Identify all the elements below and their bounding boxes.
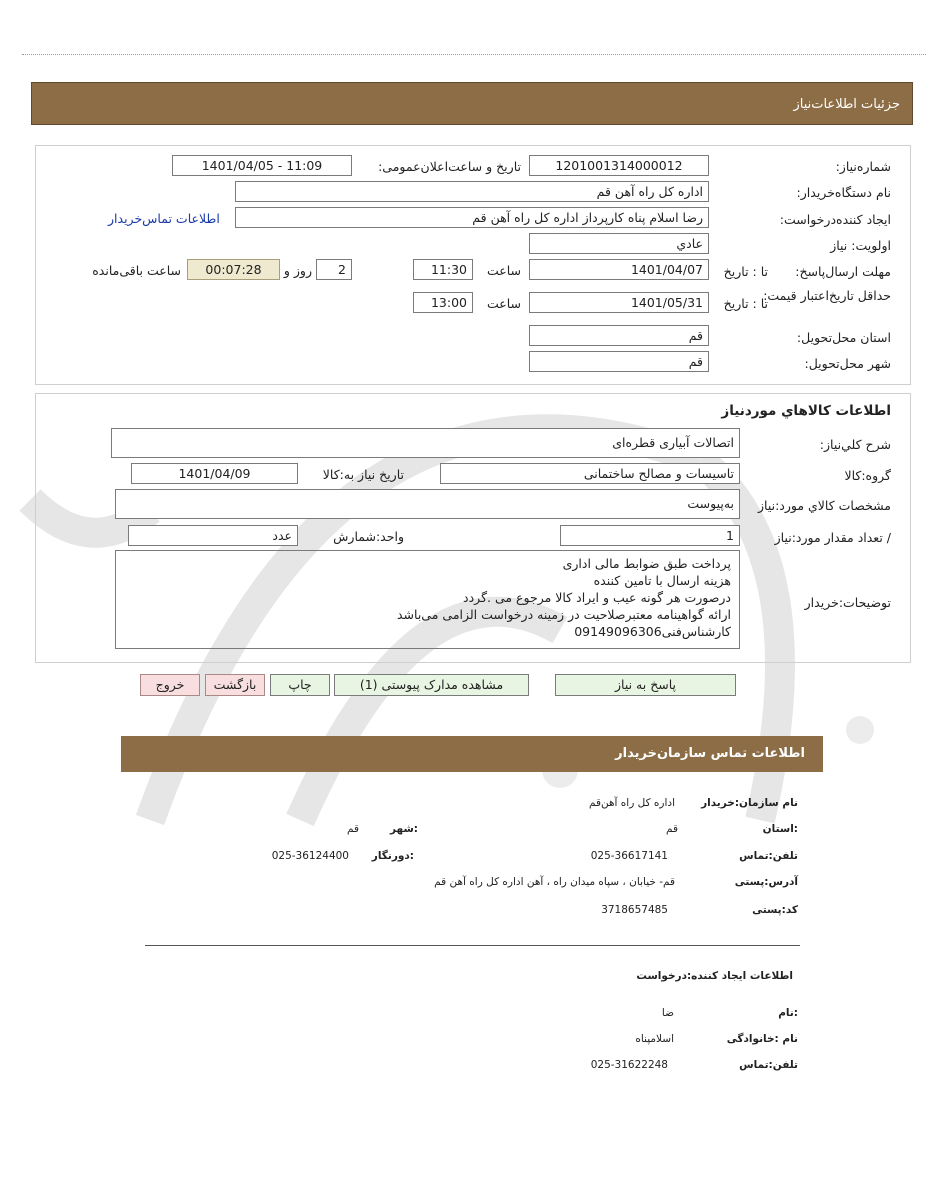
validity-label: حداقل تاریخ‌اعتبار قیمت: bbox=[763, 288, 891, 303]
buyer-notes-line: درصورت هر گونه عیب و ایراد کالا مرجوع می .گردد bbox=[463, 590, 731, 605]
province-label: استان محل‌تحویل: bbox=[796, 330, 891, 345]
city-label: شهر محل‌تحویل: bbox=[804, 356, 891, 371]
goods-spec-label: مشخصات کالاي مورد:نیاز bbox=[757, 498, 891, 513]
deadline-to-date-label: تا : تاریخ bbox=[723, 264, 768, 279]
buyer-contact-title: اطلاعات تماس سازمان‌خریدار bbox=[615, 746, 805, 761]
city-field: قم bbox=[529, 351, 709, 372]
creator-section-title: اطلاعات ایجاد کننده:درخواست bbox=[636, 970, 793, 982]
contact-postal-value: 3718657485 bbox=[601, 904, 668, 916]
goods-spec-field: به‌پیوست bbox=[115, 489, 740, 519]
contact-phone-value: 025-36617141 bbox=[590, 850, 668, 862]
contact-city-label: :شهر bbox=[390, 823, 418, 835]
deadline-time-field: 11:30 bbox=[413, 259, 473, 280]
validity-date-field: 1401/05/31 bbox=[529, 292, 709, 313]
need-date-field: 1401/04/09 bbox=[131, 463, 298, 484]
goods-group-field: تاسیسات و مصالح ساختمانی bbox=[440, 463, 740, 484]
validity-to-date-label: تا : تاریخ bbox=[723, 296, 768, 311]
creator-family-label: نام :خانوادگی bbox=[726, 1033, 798, 1045]
creator-family-value: اسلامپناه bbox=[635, 1033, 674, 1045]
exit-button[interactable]: خروج bbox=[140, 674, 200, 696]
need-description-field: اتصالات آبیاری قطره‌ای bbox=[111, 428, 740, 458]
view-attachments-button[interactable]: مشاهده مدارک پیوستی (1) bbox=[334, 674, 529, 696]
section-divider bbox=[145, 945, 800, 946]
need-date-label: تاریخ نیاز به:کالا bbox=[322, 467, 404, 482]
buyer-contact-header bbox=[121, 736, 823, 772]
buyer-org-label: نام دستگاه‌خریدار: bbox=[796, 185, 891, 200]
goods-section-title: اطلاعات كالاهاي موردنياز bbox=[721, 403, 891, 419]
quantity-field: 1 bbox=[560, 525, 740, 546]
announce-date-label: تاریخ و ساعت‌اعلان‌عمومی: bbox=[378, 159, 521, 174]
deadline-time-label: ساعت bbox=[486, 263, 521, 278]
details-header bbox=[31, 82, 913, 125]
validity-time-label: ساعت bbox=[486, 296, 521, 311]
buyer-notes-line: پرداخت طبق ضوابط مالی اداری bbox=[562, 556, 731, 571]
priority-label: اولویت: نیاز bbox=[830, 238, 891, 253]
contact-phone-label: تلفن:تماس bbox=[739, 850, 798, 862]
contact-city-value: قم bbox=[346, 823, 359, 835]
unit-field: عدد bbox=[128, 525, 298, 546]
org-name-value: اداره کل راه آهن‌قم bbox=[589, 797, 675, 809]
days-label: روز و bbox=[283, 263, 312, 278]
remaining-time-field: 00:07:28 bbox=[187, 259, 280, 280]
creator-name-label: :نام bbox=[778, 1007, 798, 1019]
announce-date-field: 1401/04/05 - 11:09 bbox=[172, 155, 352, 176]
quantity-label: / تعداد مقدار مورد:نیاز bbox=[774, 530, 891, 545]
buyer-notes-line: هزینه ارسال با تامین کننده bbox=[593, 573, 731, 588]
contact-fax-value: 025-36124400 bbox=[271, 850, 349, 862]
goods-group-label: گروه:کالا bbox=[844, 468, 891, 483]
validity-time-field: 13:00 bbox=[413, 292, 473, 313]
contact-address-value: قم- خیابان ، سپاه میدان راه ، آهن اداره کل راه آهن قم bbox=[434, 876, 675, 888]
buyer-notes-line: کارشناس‌فنی09149096306 bbox=[574, 624, 731, 639]
header-title: جزئیات اطلاعات‌نیاز bbox=[793, 97, 900, 112]
contact-province-value: قم bbox=[665, 823, 678, 835]
back-button[interactable]: بازگشت bbox=[205, 674, 265, 696]
top-dotted-divider bbox=[22, 54, 926, 55]
unit-label: واحد:شمارش bbox=[333, 529, 404, 544]
contact-address-label: آدرس:پستی bbox=[734, 876, 798, 888]
buyer-notes-line: ارائه گواهینامه معتبرصلاحیت در زمینه درخواست الزامی می‌باشد bbox=[396, 607, 731, 622]
creator-field: رضا اسلام پناه کارپرداز اداره کل راه آهن قم bbox=[235, 207, 709, 228]
creator-label: ایجاد کننده‌درخواست: bbox=[779, 212, 891, 227]
creator-phone-value: 025-31622248 bbox=[590, 1059, 668, 1071]
reply-to-need-button[interactable]: پاسخ به نیاز bbox=[555, 674, 736, 696]
need-description-label: شرح کلي‌نیاز: bbox=[819, 437, 891, 452]
province-field: قم bbox=[529, 325, 709, 346]
print-button[interactable]: چاپ bbox=[270, 674, 330, 696]
creator-phone-label: تلفن:تماس bbox=[739, 1059, 798, 1071]
org-name-label: نام سازمان:خریدار bbox=[701, 797, 798, 809]
buyer-notes-label: توضیحات:خریدار bbox=[804, 595, 891, 610]
contact-postal-label: کد:پستی bbox=[752, 904, 798, 916]
creator-name-value: ضا bbox=[661, 1007, 674, 1019]
contact-fax-label: :دورنگار bbox=[371, 850, 414, 862]
need-number-label: شماره‌نیاز: bbox=[835, 159, 891, 174]
need-number-field: 1201001314000012 bbox=[529, 155, 709, 176]
contact-province-label: :استان bbox=[762, 823, 798, 835]
priority-field: عادي bbox=[529, 233, 709, 254]
buyer-contact-link[interactable]: اطلاعات تماس‌خریدار bbox=[108, 211, 220, 226]
days-remaining-field: 2 bbox=[316, 259, 352, 280]
buyer-org-field: اداره کل راه آهن قم bbox=[235, 181, 709, 202]
deadline-label: مهلت ارسال‌پاسخ: bbox=[795, 264, 891, 279]
buyer-notes-box bbox=[115, 550, 740, 649]
remaining-time-label: ساعت باقی‌مانده bbox=[92, 263, 181, 278]
deadline-date-field: 1401/04/07 bbox=[529, 259, 709, 280]
